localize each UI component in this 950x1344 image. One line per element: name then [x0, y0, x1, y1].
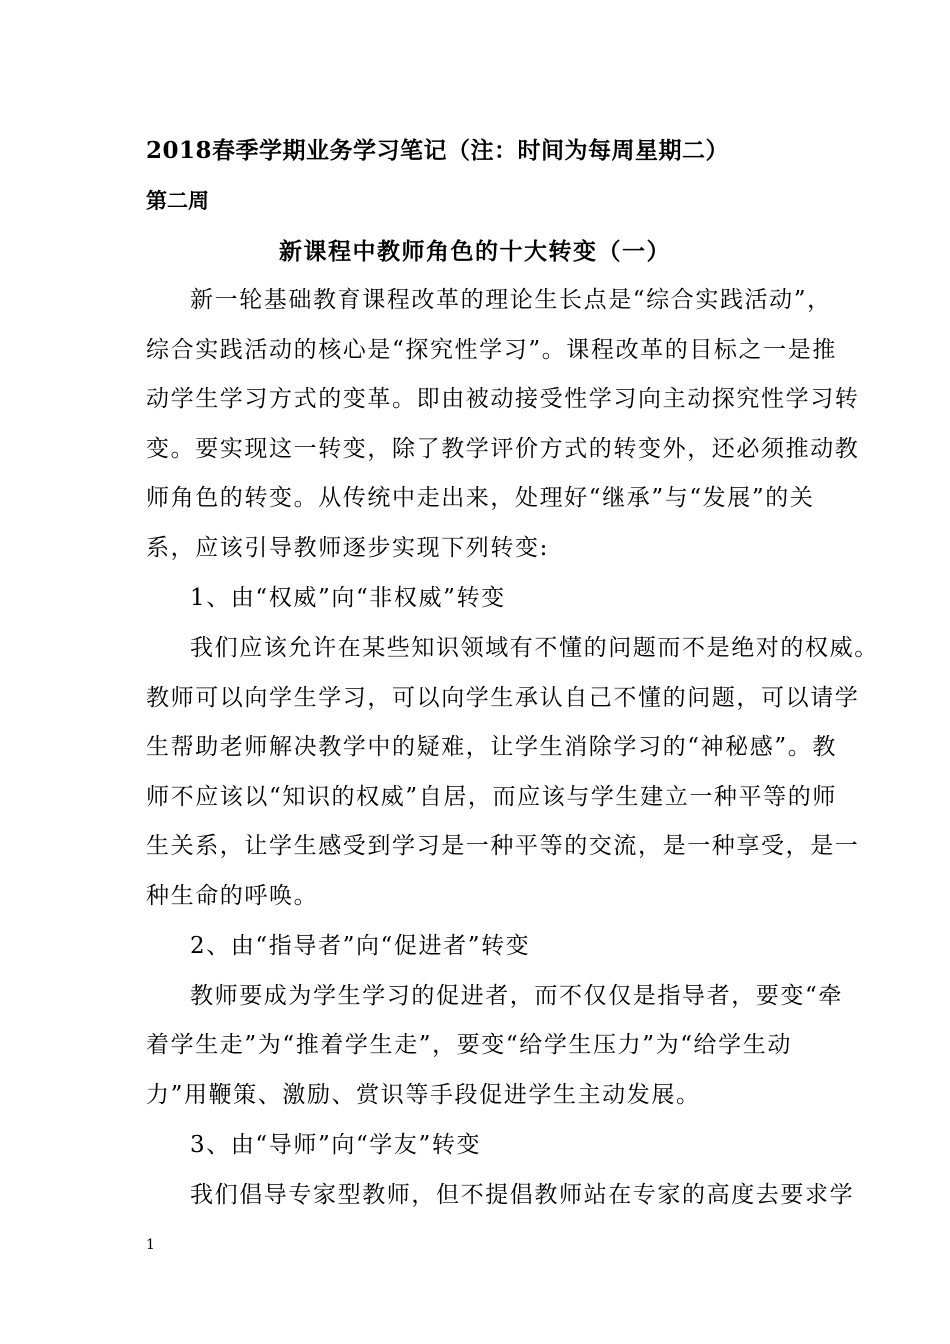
body-line: 新一轮基础教育课程改革的理论生长点是“综合实践活动”，: [190, 287, 832, 313]
body-line: 我们应该允许在某些知识领域有不懂的问题而不是绝对的权威。: [190, 635, 879, 661]
list-heading-3: 3、由“导师”向“学友”转变: [190, 1132, 482, 1158]
list-heading-1: 1、由“权威”向“非权威”转变: [190, 585, 506, 611]
body-line: 生关系，让学生感受到学习是一种平等的交流，是一种享受，是一: [146, 833, 860, 859]
body-line: 着学生走”为“推着学生走”，要变“给学生压力”为“给学生动: [146, 1032, 792, 1058]
body-line: 我们倡导专家型教师，但不提倡教师站在专家的高度去要求学: [190, 1182, 855, 1208]
body-line: 变。要实现这一转变，除了教学评价方式的转变外，还必须推动教: [146, 436, 860, 462]
body-line: 师角色的转变。从传统中走出来，处理好“继承”与“发展”的关: [146, 485, 815, 511]
body-line: 教师要成为学生学习的促进者，而不仅仅是指导者，要变“牵: [190, 983, 843, 1009]
body-line: 种生命的呼唤。: [146, 883, 319, 909]
body-line: 生帮助老师解决教学中的疑难，让学生消除学习的“神秘感”。教: [146, 734, 837, 760]
body-line: 综合实践活动的核心是“探究性学习”。课程改革的目标之一是推: [146, 337, 837, 363]
body-line: 教师可以向学生学习，可以向学生承认自己不懂的问题，可以请学: [146, 685, 860, 711]
body-line: 动学生学习方式的变革。即由被动接受性学习向主动探究性学习转: [146, 386, 860, 412]
article-subtitle: 新课程中教师角色的十大转变（一）: [279, 238, 671, 265]
body-line: 力”用鞭策、激励、赏识等手段促进学生主动发展。: [146, 1082, 701, 1108]
week-heading: 第二周: [146, 188, 209, 213]
body-line: 师不应该以“知识的权威”自居，而应该与学生建立一种平等的师: [146, 784, 837, 810]
page-number: 1: [146, 1237, 155, 1253]
list-heading-2: 2、由“指导者”向“促进者”转变: [190, 933, 531, 959]
body-line: 系，应该引导教师逐步实现下列转变:: [146, 535, 549, 561]
document-title: 2018春季学期业务学习笔记（注：时间为每周星期二）: [146, 137, 730, 164]
